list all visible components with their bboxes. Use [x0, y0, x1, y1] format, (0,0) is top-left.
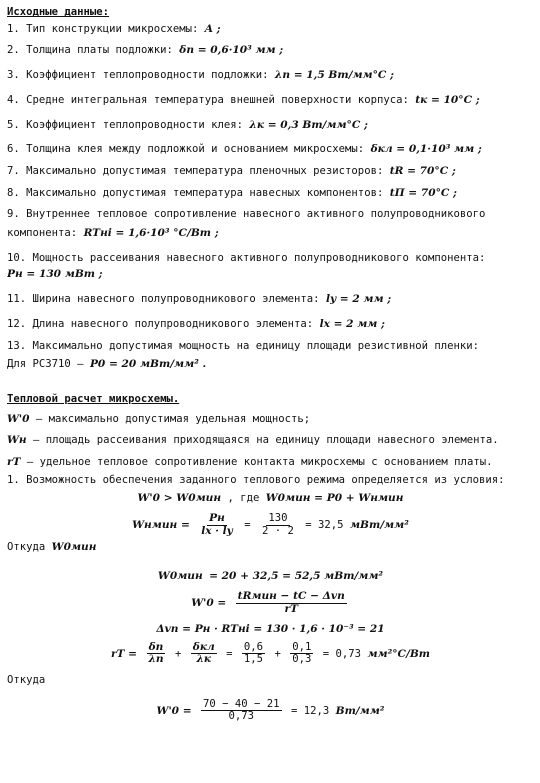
otkuda-line: Откуда	[7, 674, 46, 687]
list-item: 13. Максимально допустимая мощность на единицу площади резистивной пленки:	[7, 339, 479, 352]
definition-line: W'0 – максимально допустимая удельная мощность;	[7, 412, 311, 425]
list-item: 12. Длина навесного полупроводникового элемента: lx = 2 мм ;	[7, 317, 385, 330]
list-item: 11. Ширина навесного полупроводникового элемента: ly = 2 мм ;	[7, 293, 392, 306]
definition-line: Wн – площадь рассеивания приходящаяся на единицу площади навесного элемента.	[7, 434, 499, 447]
list-item: 9. Внутреннее тепловое сопротивление навесного активного полупроводникового	[7, 208, 486, 221]
equation-rt: rT = $\frac{\delta п}{\lambda п}$ + $\frac{\text{δкл}}{\lambda к}$ = $\frac{0,6}{1,5}$ + $\frac{0,1}{0,3}$ = 0,73 мм²°С/Вт	[111, 641, 430, 666]
list-item: 2. Толщина платы подложки: δп = 0,6·10³ мм ;	[7, 44, 284, 57]
list-item: 6. Толщина клея между подложкой и основанием микросхемы: δкл = 0,1·10³ мм ;	[7, 143, 482, 156]
list-item: 8. Максимально допустимая температура навесных компонентов: tП = 70°С ;	[7, 186, 457, 199]
condition-line: 1. Возможность обеспечения заданного теплового режима определяется из условия:	[7, 473, 505, 486]
equation-condition: W'0 > W0мин , где W0мин = P0 + Wнмин	[137, 492, 404, 505]
equation-wn: Wнмин = $\frac{Pн}{lx \cdot ly}$ = $\frac{130}{2 \cdot 2}$ = 32,5 мВт/мм²	[132, 513, 409, 537]
list-item: 1. Тип конструкции микросхемы: A ;	[7, 22, 221, 35]
list-item: 7. Максимально допустимая температура пленочных резисторов: tR = 70°С ;	[7, 164, 456, 177]
equation-dv: Δvп = Pн · RTнi = 130 · 1,6 · 10⁻³ = 21	[156, 623, 385, 636]
equation-w0-result: W'0 = $\frac{70 - 40 - 21}{0,73}$ = 12,3 Вт/мм²	[156, 698, 385, 723]
list-item-cont: Для РС3710 – P0 = 20 мВт/мм² .	[7, 358, 207, 371]
equation-w0: W'0 = $\frac{\text{tRмин − tС − Δvп}}{rT}$	[191, 590, 345, 615]
list-item: 10. Мощность рассеивания навесного активного полупроводникового компонента:	[7, 251, 486, 264]
list-item: 3. Коэффициент теплопроводности подложки: λп = 1,5 Вт/мм°С ;	[7, 69, 394, 82]
item-list	[7, 23, 534, 371]
list-item-cont: Pн = 130 мВт ;	[7, 268, 103, 281]
equation-w0min: W0мин = 20 + 32,5 = 52,5 мВт/мм²	[157, 570, 384, 583]
otkuda-line: Откуда W0мин	[7, 541, 97, 554]
definition-line: rT – удельное тепловое сопротивление контакта микросхемы с основанием платы.	[7, 456, 493, 469]
heading-initial-data: Исходные данные:	[7, 6, 110, 18]
list-item-cont: компонента: RTнi = 1,6·10³ °С/Вт ;	[7, 227, 219, 240]
list-item: 5. Коэффициент теплопроводности клея: λк = 0,3 Вт/мм°С ;	[7, 118, 368, 131]
list-item: 4. Средне интегральная температура внешней поверхности корпуса: tк = 10°С ;	[7, 93, 480, 106]
heading-thermal-calc: Тепловой расчет микросхемы.	[7, 392, 180, 405]
